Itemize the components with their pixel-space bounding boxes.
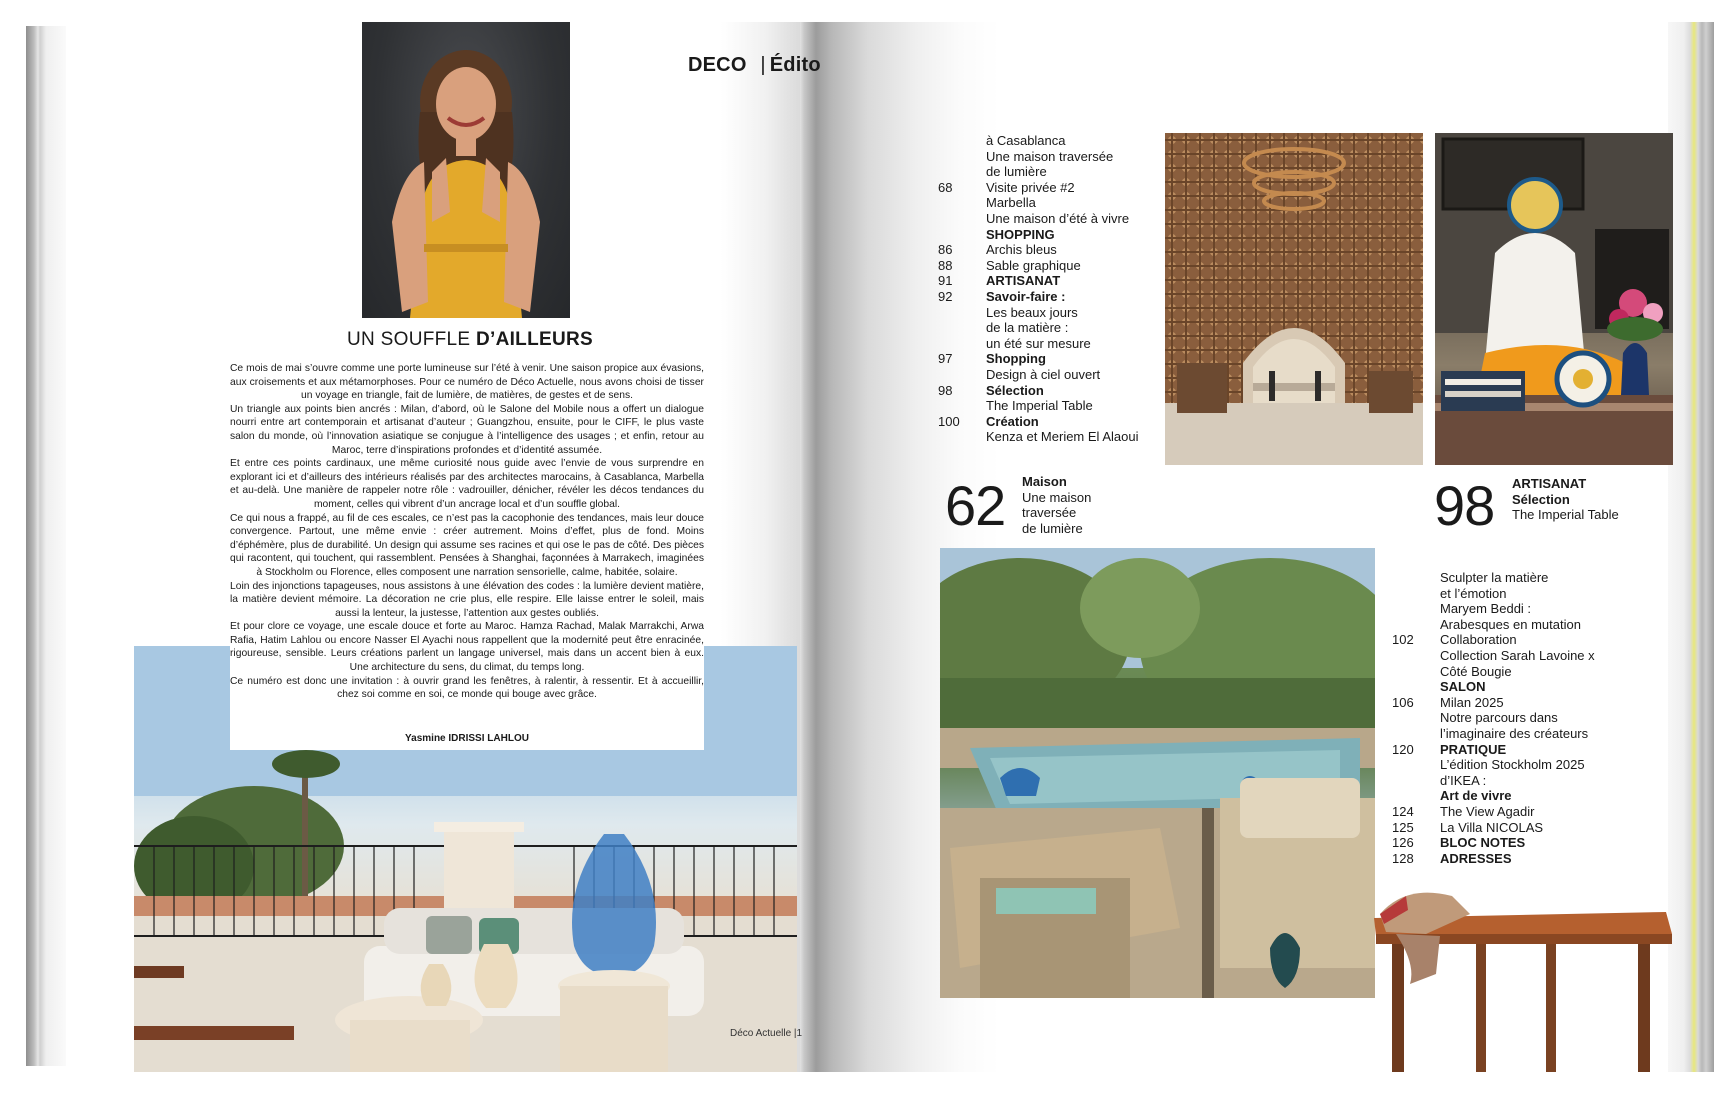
toc-page-number: 86 <box>938 242 953 258</box>
toc-entry[interactable] <box>938 289 1168 305</box>
toc-entry-text: de la matière : <box>986 320 1069 336</box>
toc-page-number <box>938 149 986 165</box>
toc-entry[interactable] <box>1392 804 1668 820</box>
toc-page-number: 128 <box>1392 850 1414 866</box>
edito-paragraph: Et pour clore ce voyage, une escale douce et forte au Maroc. Hamza Rachad, Malak Marrakchi, Arwa Rafia, Hatim Lahlou ou encore Nasser El Ayachi nous rappellent que la modernité peut être enracinée, rigoureuse, sensible. Leurs créations parlent un langage universel, mais dans un accent bien à eux. Une architecture du sens, du climat, du temps long. <box>230 621 704 674</box>
eclectic-interior-photo <box>1435 133 1673 465</box>
toc-entry-text: Marbella <box>986 195 1036 211</box>
toc-entry[interactable] <box>1392 586 1668 602</box>
toc-page-number <box>1392 617 1440 633</box>
toc-entry[interactable] <box>938 273 1168 289</box>
toc-page-number <box>1392 757 1440 773</box>
edito-body <box>230 362 704 702</box>
toc-entry-text: Une maison d’été à vivre <box>986 210 1130 226</box>
header-separator: | <box>760 54 766 76</box>
edito-title <box>250 329 690 351</box>
toc-entry[interactable] <box>1392 632 1668 648</box>
toc-entry[interactable] <box>938 320 1168 336</box>
toc-page-number: 106 <box>1392 694 1414 710</box>
toc-entry-text: Collaboration <box>1440 632 1517 648</box>
section-header <box>688 54 821 77</box>
toc-entry-text: La Villa NICOLAS <box>1440 819 1544 835</box>
edito-text-panel <box>230 362 704 750</box>
toc-entry[interactable] <box>1392 695 1668 711</box>
toc-page-number <box>938 211 986 227</box>
toc-entry-text: Notre parcours dans <box>1440 710 1558 726</box>
edito-title-light: UN SOUFFLE <box>347 329 471 350</box>
toc-entry[interactable] <box>938 367 1168 383</box>
wooden-bench-photo <box>1366 874 1672 1072</box>
toc-entry[interactable] <box>1392 710 1668 726</box>
feature-label: Sélection <box>1512 491 1570 507</box>
toc-page-number <box>938 305 986 321</box>
toc-entry-text: un été sur mesure <box>986 335 1091 351</box>
toc-entry[interactable] <box>1392 617 1668 633</box>
subsection-label: Édito <box>769 54 821 76</box>
toc-entry[interactable] <box>938 180 1168 196</box>
toc-entry[interactable] <box>938 351 1168 367</box>
toc-entry[interactable] <box>1392 601 1668 617</box>
toc-entry-text: Arabesques en mutation <box>1440 616 1581 632</box>
toc-page-number: 102 <box>1392 632 1414 648</box>
toc-section-heading: BLOC NOTES <box>1440 835 1526 851</box>
toc-entry[interactable] <box>938 133 1168 149</box>
toc-page-number <box>938 320 986 336</box>
toc-entry-text: l’imaginaire des créateurs <box>1440 725 1589 741</box>
toc-entry[interactable] <box>1392 664 1668 680</box>
feature-label: Maison <box>1022 474 1067 489</box>
feature-page-number: 98 <box>1434 474 1495 537</box>
toc-entry[interactable] <box>938 227 1168 243</box>
toc-entry-text: Côté Bougie <box>1440 663 1512 679</box>
toc-column-2 <box>1392 570 1668 866</box>
toc-page-number: 88 <box>938 257 953 273</box>
toc-entry-text: Design à ciel ouvert <box>986 366 1101 382</box>
toc-entry-text: Maryem Beddi : <box>1440 601 1532 617</box>
toc-page-number: 98 <box>938 382 953 398</box>
toc-page-number <box>1392 679 1440 695</box>
toc-page-number <box>938 398 986 414</box>
toc-page-number <box>1392 586 1440 602</box>
edito-paragraph: Ce qui nous a frappé, au fil de ces escales, ce n’est pas la cacophonie des tendances, mais leur douce convergence. Partout, une même envie : créer autrement. Moins d’effet, plus de fond. Moins d’éphémère, plus de durabilité. Un design qui assume ses racines et qui ose le pas de côté. Des pièces qui racontent, qui touchent, qui rassemblent. Pensées à Shanghai, façonnées à Marrakech, imaginées à Stockholm ou Florence, elles composent une narration sensorielle, calme, habitée, solaire. <box>230 512 704 578</box>
toc-page-number <box>938 164 986 180</box>
toc-section-heading: Savoir-faire : <box>986 288 1066 304</box>
toc-entry[interactable] <box>938 383 1168 399</box>
edito-signature: Yasmine IDRISSI LAHLOU <box>405 733 529 744</box>
toc-entry[interactable] <box>1392 773 1668 789</box>
toc-entry[interactable] <box>938 195 1168 211</box>
toc-entry-text: Sable graphique <box>986 257 1081 273</box>
edito-paragraph: Ce numéro est donc une invitation : à ouvrir grand les fenêtres, à ralentir, à ressentir. Et à accueillir, chez soi comme en soi, ce monde qui bouge avec grâce. <box>230 675 704 701</box>
section-label: DECO <box>688 54 747 76</box>
toc-page-number <box>1392 726 1440 742</box>
toc-section-heading: Sélection <box>986 382 1044 398</box>
toc-page-number <box>1392 601 1440 617</box>
toc-entry-text: Une maison traversée <box>986 148 1114 164</box>
toc-page-number <box>1392 648 1440 664</box>
toc-page-number: 126 <box>1392 835 1414 851</box>
toc-page-number <box>1392 664 1440 680</box>
moroccan-lobby-photo <box>1165 133 1423 465</box>
toc-section-heading: SHOPPING <box>986 226 1055 242</box>
toc-entry-text: The Imperial Table <box>986 398 1093 414</box>
feature-line: The Imperial Table <box>1512 507 1619 523</box>
toc-page-number <box>938 195 986 211</box>
toc-entry[interactable] <box>1392 835 1668 851</box>
toc-entry[interactable] <box>1392 570 1668 586</box>
toc-page-number: 68 <box>938 179 953 195</box>
toc-page-number: 125 <box>1392 819 1414 835</box>
toc-entry-text: de lumière <box>986 164 1047 180</box>
toc-entry[interactable] <box>938 258 1168 274</box>
toc-entry-text: Kenza et Meriem El Alaoui <box>986 429 1139 445</box>
toc-entry[interactable] <box>938 414 1168 430</box>
toc-page-number: 100 <box>938 413 960 429</box>
edito-title-bold: D’AILLEURS <box>475 329 593 350</box>
toc-entry-text: et l’émotion <box>1440 585 1507 601</box>
toc-entry[interactable] <box>1392 820 1668 836</box>
toc-entry[interactable] <box>938 305 1168 321</box>
page-folio: Déco Actuelle |1 <box>730 1028 803 1039</box>
toc-section-heading: PRATIQUE <box>1440 741 1507 757</box>
toc-column-1 <box>938 133 1168 445</box>
toc-entry[interactable] <box>938 164 1168 180</box>
toc-section-heading: Art de vivre <box>1440 788 1512 804</box>
toc-entry-text: Sculpter la matière <box>1440 570 1549 585</box>
toc-section-heading: ARTISANAT <box>986 273 1061 289</box>
toc-entry-text: Collection Sarah Lavoine x <box>1440 647 1595 663</box>
toc-entry-text: à Casablanca <box>986 133 1066 148</box>
toc-page-number: 120 <box>1392 741 1414 757</box>
toc-entry[interactable] <box>938 398 1168 414</box>
edito-paragraph: Loin des injonctions tapageuses, nous assistons à une élévation des codes : la lumière devient matière, la matière devient mémoire. La décoration ne crie plus, elle respire. Elle laisse entrer le soleil, mais aussi la lenteur, la justesse, l’attention aux gestes oubliés. <box>230 580 704 619</box>
toc-entry-text: Les beaux jours <box>986 304 1078 320</box>
toc-section-heading: Création <box>986 413 1039 429</box>
feature-line: Une maison <box>1022 489 1092 505</box>
toc-page-number: 91 <box>938 273 953 289</box>
toc-page-number: 124 <box>1392 803 1414 819</box>
toc-entry[interactable] <box>1392 742 1668 758</box>
toc-entry[interactable] <box>1392 648 1668 664</box>
edito-paragraph: Un triangle aux points bien ancrés : Milan, d’abord, où le Salone del Mobile nous a offert un dialogue nourri entre art contemporain et artisanat d’auteur ; Guangzhou, ensuite, pour le CIFF, le plus vaste salon du monde, où l’innovation asiatique se conjugue à l’intelligence des usages ; et enfin, retour au Maroc, terre d’inspirations profondes et d’identité assumée. <box>230 403 704 456</box>
toc-entry[interactable] <box>938 211 1168 227</box>
toc-page-number <box>938 429 986 445</box>
feature-caption <box>1022 474 1142 536</box>
toc-entry-text: The View Agadir <box>1440 803 1535 819</box>
toc-entry[interactable] <box>1392 679 1668 695</box>
feature-caption <box>1512 476 1652 523</box>
toc-entry-text: Visite privée #2 <box>986 179 1075 195</box>
feature-line: traversée <box>1022 505 1077 521</box>
toc-section-heading: ADRESSES <box>1440 850 1512 866</box>
toc-page-number <box>1392 788 1440 804</box>
toc-entry-text: d’IKEA : <box>1440 772 1487 788</box>
toc-page-number: 97 <box>938 351 953 367</box>
toc-entry[interactable] <box>938 429 1168 445</box>
toc-page-number <box>938 133 986 149</box>
toc-entry[interactable] <box>938 149 1168 165</box>
feature-line: de lumière <box>1022 520 1083 536</box>
toc-entry[interactable] <box>1392 757 1668 773</box>
toc-section-heading: Shopping <box>986 351 1046 367</box>
toc-section-heading: SALON <box>1440 679 1486 695</box>
feature-label: ARTISANAT <box>1512 476 1587 491</box>
toc-entry[interactable] <box>938 242 1168 258</box>
toc-entry[interactable] <box>1392 726 1668 742</box>
toc-page-number <box>1392 773 1440 789</box>
garden-pool-photo <box>940 548 1375 998</box>
toc-page-number <box>938 367 986 383</box>
toc-entry[interactable] <box>1392 851 1668 867</box>
toc-entry-text: Milan 2025 <box>1440 694 1504 710</box>
toc-page-number <box>1392 570 1440 586</box>
edito-paragraph: Ce mois de mai s’ouvre comme une porte lumineuse sur l’été à venir. Une saison propice aux évasions, aux croisements et aux métamorphoses. Pour ce numéro de Déco Actuelle, nous avons choisi de tisser un voyage en triangle, fait de lumière, de matières, de gestes et de sens. <box>230 363 704 402</box>
toc-entry[interactable] <box>1392 788 1668 804</box>
left-page-edge <box>26 26 66 1066</box>
toc-entry-text: L’édition Stockholm 2025 <box>1440 757 1585 773</box>
toc-entry[interactable] <box>938 336 1168 352</box>
right-page-edge <box>1668 22 1714 1072</box>
toc-page-number <box>1392 710 1440 726</box>
editor-portrait-photo <box>362 22 570 318</box>
feature-page-number: 62 <box>945 474 1006 537</box>
toc-page-number <box>938 227 986 243</box>
toc-page-number: 92 <box>938 288 953 304</box>
toc-entry-text: Archis bleus <box>986 242 1057 258</box>
toc-page-number <box>938 336 986 352</box>
edito-paragraph: Et entre ces points cardinaux, une même curiosité nous guide avec l’envie de vous surprendre en explorant ici et d’ailleurs des intérieurs réalisés par des architectes marocains, à Casablanca, Marbella et au-delà. Une manière de rappeler notre rôle : vadrouiller, dénicher, révéler les décos tendances du moment, celles qui vibrent d’un ancrage local et d’un souffle global. <box>230 458 704 510</box>
